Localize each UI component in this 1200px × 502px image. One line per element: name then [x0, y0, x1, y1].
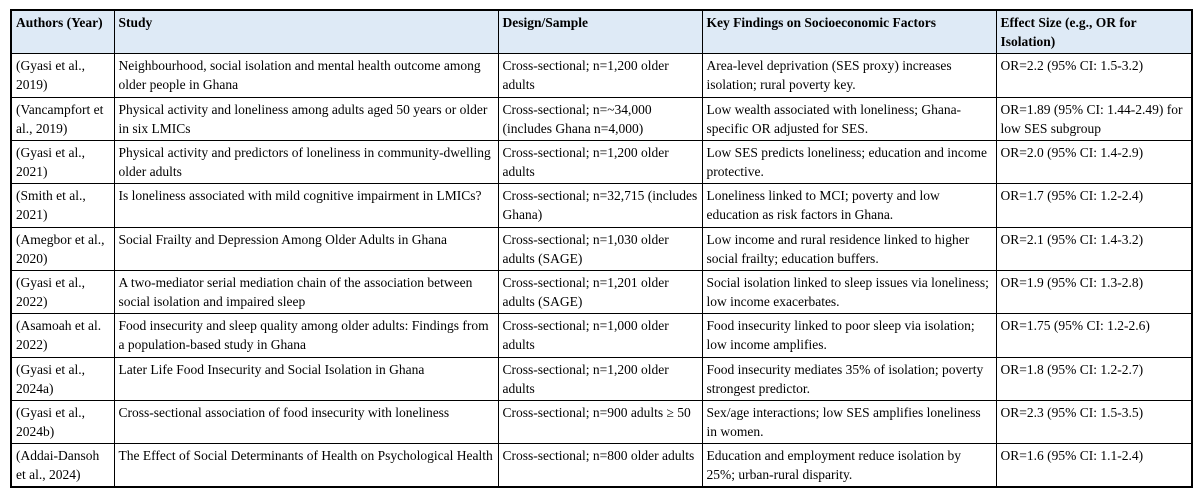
- table-cell: (Amegbor et al., 2020): [11, 227, 114, 270]
- table-cell: (Asamoah et al. 2022): [11, 314, 114, 357]
- table-cell: OR=1.9 (95% CI: 1.3-2.8): [996, 270, 1192, 313]
- table-cell: Cross-sectional; n=1,030 older adults (SAGE): [498, 227, 702, 270]
- table-cell: (Smith et al., 2021): [11, 184, 114, 227]
- table-cell: Cross-sectional; n=1,200 older adults: [498, 140, 702, 183]
- column-header-effect-size: Effect Size (e.g., OR for Isolation): [996, 10, 1192, 54]
- table-cell: Low income and rural residence linked to higher social frailty; education buffers.: [702, 227, 996, 270]
- table-row: [11, 140, 1192, 183]
- table-cell: OR=1.8 (95% CI: 1.2-2.7): [996, 357, 1192, 400]
- table-cell: Cross-sectional; n=~34,000 (includes Ghana n=4,000): [498, 97, 702, 140]
- table-row: [11, 97, 1192, 140]
- column-header-design-sample: Design/Sample: [498, 10, 702, 54]
- table-cell: OR=2.3 (95% CI: 1.5-3.5): [996, 400, 1192, 443]
- table-cell: A two-mediator serial mediation chain of the association between social isolation and impaired sleep: [114, 270, 498, 313]
- column-header-key-findings: Key Findings on Socioeconomic Factors: [702, 10, 996, 54]
- column-header-authors: Authors (Year): [11, 10, 114, 54]
- table-body: [11, 54, 1192, 488]
- column-header-study: Study: [114, 10, 498, 54]
- table-cell: Cross-sectional; n=900 adults ≥ 50: [498, 400, 702, 443]
- table-cell: Education and employment reduce isolation by 25%; urban-rural disparity.: [702, 444, 996, 488]
- table-row: [11, 270, 1192, 313]
- table-cell: OR=1.6 (95% CI: 1.1-2.4): [996, 444, 1192, 488]
- table-cell: Physical activity and predictors of loneliness in community-dwelling older adults: [114, 140, 498, 183]
- table-cell: Social isolation linked to sleep issues via loneliness; low income exacerbates.: [702, 270, 996, 313]
- table-cell: Social Frailty and Depression Among Older Adults in Ghana: [114, 227, 498, 270]
- table-cell: Cross-sectional; n=800 older adults: [498, 444, 702, 488]
- table-cell: OR=2.0 (95% CI: 1.4-2.9): [996, 140, 1192, 183]
- table-cell: Neighbourhood, social isolation and mental health outcome among older people in Ghana: [114, 54, 498, 97]
- table-cell: (Addai-Dansoh et al., 2024): [11, 444, 114, 488]
- table-cell: Cross-sectional; n=32,715 (includes Ghana): [498, 184, 702, 227]
- table-cell: The Effect of Social Determinants of Health on Psychological Health: [114, 444, 498, 488]
- table-cell: Cross-sectional; n=1,200 older adults: [498, 357, 702, 400]
- table-cell: Sex/age interactions; low SES amplifies loneliness in women.: [702, 400, 996, 443]
- table-header: [11, 10, 1192, 54]
- table-cell: Is loneliness associated with mild cognitive impairment in LMICs?: [114, 184, 498, 227]
- table-cell: Food insecurity and sleep quality among older adults: Findings from a population-based study in Ghana: [114, 314, 498, 357]
- table-cell: Cross-sectional association of food insecurity with loneliness: [114, 400, 498, 443]
- table-cell: OR=2.2 (95% CI: 1.5-3.2): [996, 54, 1192, 97]
- table-cell: OR=1.75 (95% CI: 1.2-2.6): [996, 314, 1192, 357]
- studies-table: [10, 9, 1193, 488]
- table-cell: Food insecurity mediates 35% of isolation; poverty strongest predictor.: [702, 357, 996, 400]
- table-cell: (Gyasi et al., 2022): [11, 270, 114, 313]
- table-cell: (Gyasi et al., 2019): [11, 54, 114, 97]
- table-cell: (Vancampfort et al., 2019): [11, 97, 114, 140]
- table-cell: Later Life Food Insecurity and Social Isolation in Ghana: [114, 357, 498, 400]
- table-cell: OR=2.1 (95% CI: 1.4-3.2): [996, 227, 1192, 270]
- table-cell: Low wealth associated with loneliness; Ghana-specific OR adjusted for SES.: [702, 97, 996, 140]
- table-cell: Loneliness linked to MCI; poverty and low education as risk factors in Ghana.: [702, 184, 996, 227]
- table-cell: Cross-sectional; n=1,000 older adults: [498, 314, 702, 357]
- table-cell: (Gyasi et al., 2021): [11, 140, 114, 183]
- table-cell: Physical activity and loneliness among adults aged 50 years or older in six LMICs: [114, 97, 498, 140]
- table-row: [11, 227, 1192, 270]
- table-cell: Area-level deprivation (SES proxy) increases isolation; rural poverty key.: [702, 54, 996, 97]
- table-cell: Low SES predicts loneliness; education and income protective.: [702, 140, 996, 183]
- table-row: [11, 184, 1192, 227]
- table-cell: OR=1.89 (95% CI: 1.44-2.49) for low SES subgroup: [996, 97, 1192, 140]
- table-cell: (Gyasi et al., 2024b): [11, 400, 114, 443]
- table-row: [11, 400, 1192, 443]
- table-row: [11, 357, 1192, 400]
- table-cell: Cross-sectional; n=1,201 older adults (SAGE): [498, 270, 702, 313]
- table-row: [11, 444, 1192, 488]
- table-cell: Food insecurity linked to poor sleep via isolation; low income amplifies.: [702, 314, 996, 357]
- table-cell: OR=1.7 (95% CI: 1.2-2.4): [996, 184, 1192, 227]
- header-row: [11, 10, 1192, 54]
- table-row: [11, 54, 1192, 97]
- table-cell: Cross-sectional; n=1,200 older adults: [498, 54, 702, 97]
- table-row: [11, 314, 1192, 357]
- table-cell: (Gyasi et al., 2024a): [11, 357, 114, 400]
